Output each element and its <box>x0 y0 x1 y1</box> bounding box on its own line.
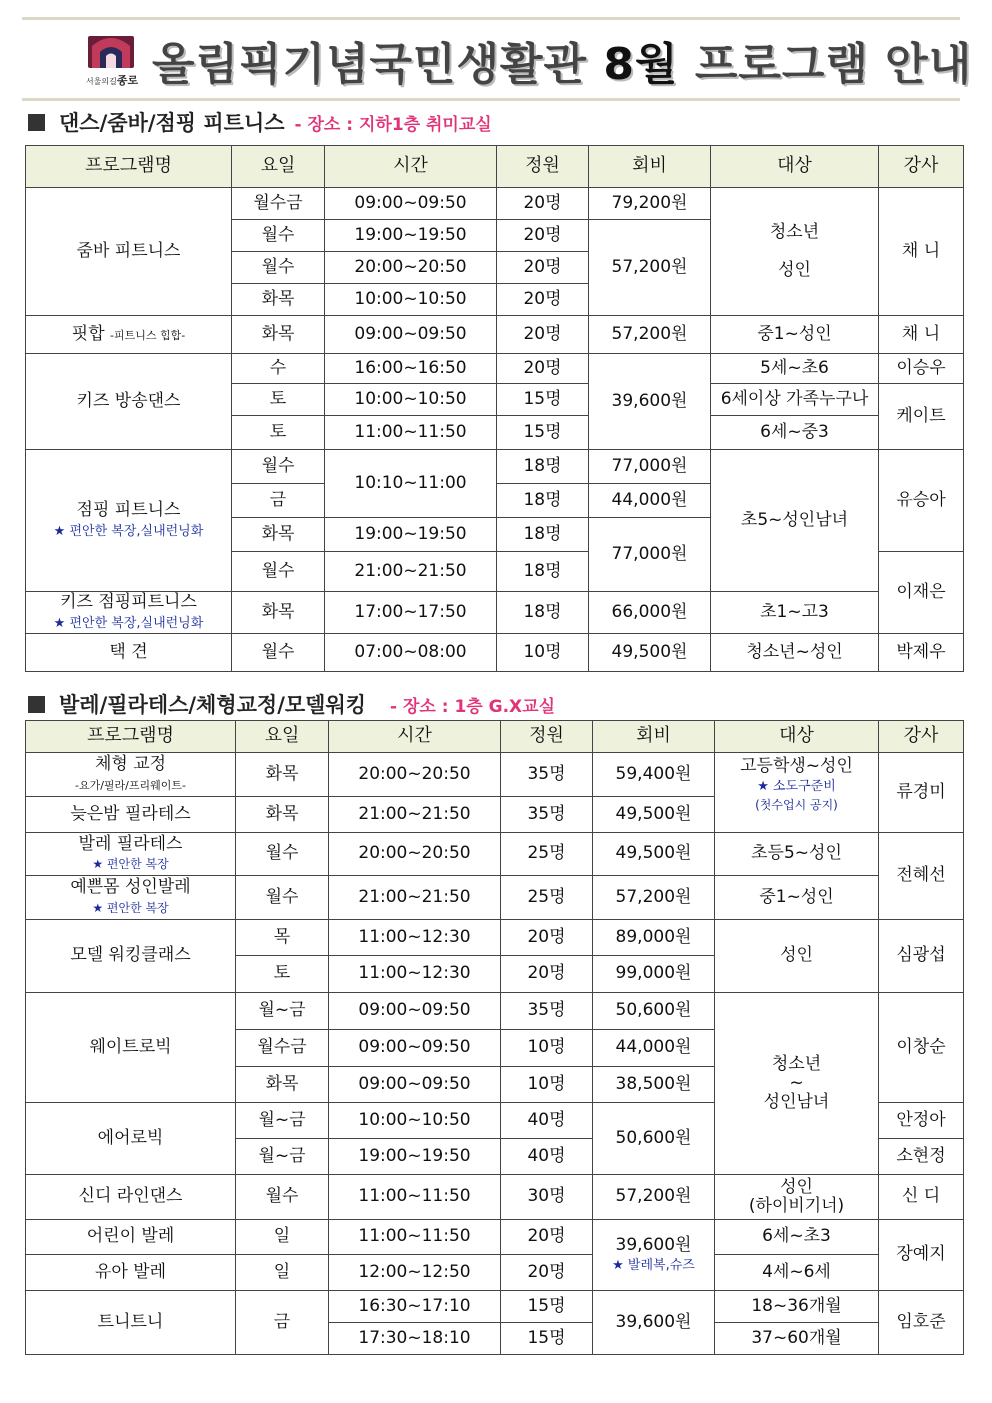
table-cell: 66,000원 <box>589 592 711 634</box>
table-cell: 20명 <box>497 252 589 284</box>
table-cell: 57,200원 <box>593 1175 715 1220</box>
table-cell: 6세~중3 <box>711 416 879 450</box>
table-cell: 10명 <box>501 1030 593 1067</box>
table-cell: 09:00~09:50 <box>329 1067 501 1103</box>
table-cell: 21:00~21:50 <box>329 797 501 833</box>
jongno-logo: 서울의길종로 <box>82 32 140 86</box>
table-cell: 화목 <box>236 797 329 833</box>
table-cell: 40명 <box>501 1103 593 1139</box>
table-cell: 20명 <box>501 920 593 956</box>
table-cell: 장예지 <box>879 1220 964 1291</box>
table-row <box>26 993 964 1030</box>
table-row <box>26 354 964 384</box>
table-cell: 20명 <box>497 220 589 252</box>
column-header: 강사 <box>879 721 964 753</box>
table-cell: 18명 <box>497 592 589 634</box>
table-cell: 20명 <box>497 316 589 354</box>
table-cell: 18명 <box>497 518 589 552</box>
table-cell: 화목 <box>232 316 325 354</box>
table-cell: 안정아 <box>879 1103 964 1139</box>
table-cell: 99,000원 <box>593 956 715 993</box>
table-cell: 토 <box>232 384 325 416</box>
table-cell: 중1~성인 <box>715 876 879 920</box>
table-cell: 10명 <box>497 634 589 672</box>
table-cell: 일 <box>236 1220 329 1255</box>
table-cell: 초5~성인남녀 <box>711 450 879 592</box>
column-header: 프로그램명 <box>26 721 236 753</box>
program-name: 점핑 피트니스 ★ 편안한 복장,실내런닝화 <box>26 450 232 592</box>
table-cell: 11:00~12:30 <box>329 956 501 993</box>
table-cell: 월수 <box>232 220 325 252</box>
table-cell: 40명 <box>501 1139 593 1175</box>
table-cell: 11:00~11:50 <box>329 1220 501 1255</box>
program-name: 신디 라인댄스 <box>26 1175 236 1220</box>
table-cell: 채 니 <box>879 316 964 354</box>
table-cell: 35명 <box>501 993 593 1030</box>
table-cell: 심광섭 <box>879 920 964 993</box>
section1-heading: 댄스/줌바/점핑 피트니스 - 장소 : 지하1층 취미교실 <box>28 107 492 137</box>
table-cell: 4세~6세 <box>715 1255 879 1291</box>
table-cell: 89,000원 <box>593 920 715 956</box>
table-cell: 임호준 <box>879 1291 964 1355</box>
table-header-row <box>26 721 964 753</box>
table-cell: 20명 <box>501 956 593 993</box>
table-cell: 월~금 <box>236 1103 329 1139</box>
table-cell: 10:10~11:00 <box>325 450 497 518</box>
program-name: 어린이 발레 <box>26 1220 236 1255</box>
page-header <box>82 30 973 90</box>
table-cell: 화목 <box>236 1067 329 1103</box>
table-row <box>26 1220 964 1255</box>
table-cell: 35명 <box>501 797 593 833</box>
table-cell: 이재은 <box>879 552 964 634</box>
program-name: 예쁜몸 성인발레 ★ 편안한 복장 <box>26 876 236 920</box>
column-header: 시간 <box>325 146 497 188</box>
table-cell: 20명 <box>501 1220 593 1255</box>
program-name: 키즈 점핑피트니스 ★ 편안한 복장,실내런닝화 <box>26 592 232 634</box>
table-cell: 25명 <box>501 876 593 920</box>
table-cell: 15명 <box>497 416 589 450</box>
section1-location: - 장소 : 지하1층 취미교실 <box>294 115 492 135</box>
top-rule <box>22 17 960 20</box>
table-row <box>26 876 964 920</box>
table-cell: 소현정 <box>879 1139 964 1175</box>
table-row <box>26 1175 964 1220</box>
column-header: 정원 <box>497 146 589 188</box>
table-cell: 일 <box>236 1255 329 1291</box>
table-cell: 39,600원 <box>589 354 711 450</box>
table-cell: 신 디 <box>879 1175 964 1220</box>
table-cell: 월수 <box>232 552 325 592</box>
table-cell: 30명 <box>501 1175 593 1220</box>
table-cell: 20:00~20:50 <box>329 833 501 876</box>
table-cell: 12:00~12:50 <box>329 1255 501 1291</box>
table-cell: 18명 <box>497 484 589 518</box>
table-row <box>26 753 964 797</box>
table-cell: 39,600원 <box>593 1291 715 1355</box>
table-cell: 44,000원 <box>589 484 711 518</box>
table-cell: 18명 <box>497 552 589 592</box>
table-cell: 금 <box>236 1291 329 1355</box>
table-row <box>26 188 964 220</box>
table-header-row <box>26 146 964 188</box>
table-cell: 케이트 <box>879 384 964 450</box>
table-cell: 15명 <box>497 384 589 416</box>
table-cell: 월수 <box>232 634 325 672</box>
table-cell: 19:00~19:50 <box>325 518 497 552</box>
table-cell: 월수금 <box>236 1030 329 1067</box>
table-cell: 09:00~09:50 <box>325 188 497 220</box>
table-cell: 50,600원 <box>593 993 715 1030</box>
table-cell: 49,500원 <box>593 833 715 876</box>
table-cell: 류경미 <box>879 753 964 833</box>
program-name: 발레 필라테스 ★ 편안한 복장 <box>26 833 236 876</box>
table-cell: 초1~고3 <box>711 592 879 634</box>
table-cell: 15명 <box>501 1323 593 1355</box>
table-cell: 6세~초3 <box>715 1220 879 1255</box>
table-row <box>26 1291 964 1323</box>
table-cell: 11:00~11:50 <box>325 416 497 450</box>
table-cell: 25명 <box>501 833 593 876</box>
table-cell: 초등5~성인 <box>715 833 879 876</box>
table-cell: 화목 <box>232 284 325 316</box>
table-cell: 6세이상 가족누구나 <box>711 384 879 416</box>
table-cell: 17:30~18:10 <box>329 1323 501 1355</box>
program-name: 줌바 피트니스 <box>26 188 232 316</box>
table-cell: 토 <box>232 416 325 450</box>
table-cell: 44,000원 <box>593 1030 715 1067</box>
table-cell: 중1~성인 <box>711 316 879 354</box>
column-header: 요일 <box>232 146 325 188</box>
table-cell: 77,000원 <box>589 450 711 484</box>
table-cell: 금 <box>232 484 325 518</box>
table-cell: 39,600원 ★ 발레복,슈즈 <box>593 1220 715 1291</box>
table-row <box>26 592 964 634</box>
program-name: 웨이트로빅 <box>26 993 236 1103</box>
table-cell: 이승우 <box>879 354 964 384</box>
table-cell: 수 <box>232 354 325 384</box>
section1-table <box>25 145 964 672</box>
table-cell: 18~36개월 <box>715 1291 879 1323</box>
table-cell: 화목 <box>236 753 329 797</box>
table-cell: 19:00~19:50 <box>325 220 497 252</box>
table-cell: 청소년 ~ 성인남녀 <box>715 993 879 1175</box>
table-cell: 목 <box>236 920 329 956</box>
table-cell: 50,600원 <box>593 1103 715 1175</box>
table-cell: 10:00~10:50 <box>329 1103 501 1139</box>
table-cell: 성인 (하이비기너) <box>715 1175 879 1220</box>
table-cell: 09:00~09:50 <box>329 1030 501 1067</box>
table-cell: 성인 <box>715 920 879 993</box>
program-name: 유아 발레 <box>26 1255 236 1291</box>
program-name: 에어로빅 <box>26 1103 236 1175</box>
program-name: 핏합 -피트니스 힙합- <box>26 316 232 354</box>
table-cell: 79,200원 <box>589 188 711 220</box>
table-row <box>26 920 964 956</box>
table-row <box>26 316 964 354</box>
section2-heading: 발레/필라테스/체형교정/모델워킹 - 장소 : 1층 G.X교실 <box>28 689 555 719</box>
program-name: 늦은밤 필라테스 <box>26 797 236 833</box>
table-cell: 10명 <box>501 1067 593 1103</box>
table-cell: 채 니 <box>879 188 964 316</box>
table-cell: 19:00~19:50 <box>329 1139 501 1175</box>
column-header: 회비 <box>593 721 715 753</box>
table-cell: 유승아 <box>879 450 964 552</box>
header-rule <box>22 98 960 101</box>
table-cell: 20명 <box>497 354 589 384</box>
table-row <box>26 1255 964 1291</box>
table-row <box>26 833 964 876</box>
table-cell: 57,200원 <box>589 316 711 354</box>
program-name: 키즈 방송댄스 <box>26 354 232 450</box>
table-cell: 59,400원 <box>593 753 715 797</box>
table-cell: 화목 <box>232 518 325 552</box>
table-row <box>26 450 964 484</box>
table-cell: 전혜선 <box>879 833 964 920</box>
table-cell: 09:00~09:50 <box>329 993 501 1030</box>
table-cell: 이창순 <box>879 993 964 1103</box>
table-cell: 20:00~20:50 <box>329 753 501 797</box>
column-header: 정원 <box>501 721 593 753</box>
program-name: 체형 교정 -요가/필라/프리웨이트- <box>26 753 236 797</box>
table-cell: 월수 <box>236 1175 329 1220</box>
table-cell: 09:00~09:50 <box>325 316 497 354</box>
page-title: 올림픽기념국민생활관 8월 프로그램 안내 <box>152 39 973 90</box>
table-cell: 월수금 <box>232 188 325 220</box>
table-cell: 21:00~21:50 <box>329 876 501 920</box>
table-cell: 화목 <box>232 592 325 634</box>
table-cell: 49,500원 <box>589 634 711 672</box>
column-header: 요일 <box>236 721 329 753</box>
table-cell: 고등학생~성인 ★ 소도구준비 (첫수업시 공지) <box>715 753 879 833</box>
table-row <box>26 634 964 672</box>
table-cell: 38,500원 <box>593 1067 715 1103</box>
table-cell: 37~60개월 <box>715 1323 879 1355</box>
column-header: 회비 <box>589 146 711 188</box>
table-cell: 20:00~20:50 <box>325 252 497 284</box>
table-cell: 49,500원 <box>593 797 715 833</box>
table-cell: 57,200원 <box>589 220 711 316</box>
table-cell: 07:00~08:00 <box>325 634 497 672</box>
table-cell: 17:00~17:50 <box>325 592 497 634</box>
table-cell: 월수 <box>232 450 325 484</box>
program-name: 모델 워킹클래스 <box>26 920 236 993</box>
table-cell: 11:00~11:50 <box>329 1175 501 1220</box>
table-cell: 10:00~10:50 <box>325 284 497 316</box>
column-header: 시간 <box>329 721 501 753</box>
table-cell: 18명 <box>497 450 589 484</box>
table-cell: 16:00~16:50 <box>325 354 497 384</box>
table-cell: 35명 <box>501 753 593 797</box>
target-cell: 청소년 성인 <box>711 188 879 316</box>
table-cell: 57,200원 <box>593 876 715 920</box>
table-cell: 월~금 <box>236 1139 329 1175</box>
table-cell: 월수 <box>236 876 329 920</box>
program-name: 트니트니 <box>26 1291 236 1355</box>
program-name: 택 견 <box>26 634 232 672</box>
table-cell: 20명 <box>497 188 589 220</box>
table-cell: 11:00~12:30 <box>329 920 501 956</box>
table-cell: 10:00~10:50 <box>325 384 497 416</box>
table-cell: 16:30~17:10 <box>329 1291 501 1323</box>
table-cell: 21:00~21:50 <box>325 552 497 592</box>
table-cell: 20명 <box>497 284 589 316</box>
section2-location: - 장소 : 1층 G.X교실 <box>390 697 556 717</box>
table-cell: 박제우 <box>879 634 964 672</box>
table-cell: 77,000원 <box>589 518 711 592</box>
table-cell: 20명 <box>501 1255 593 1291</box>
table-cell: 청소년~성인 <box>711 634 879 672</box>
table-cell: 월수 <box>232 252 325 284</box>
table-cell: 토 <box>236 956 329 993</box>
column-header: 강사 <box>879 146 964 188</box>
section2-table <box>25 720 964 1355</box>
column-header: 대상 <box>711 146 879 188</box>
table-cell: 월~금 <box>236 993 329 1030</box>
table-cell: 5세~초6 <box>711 354 879 384</box>
table-cell: 15명 <box>501 1291 593 1323</box>
column-header: 대상 <box>715 721 879 753</box>
table-cell: 월수 <box>236 833 329 876</box>
column-header: 프로그램명 <box>26 146 232 188</box>
